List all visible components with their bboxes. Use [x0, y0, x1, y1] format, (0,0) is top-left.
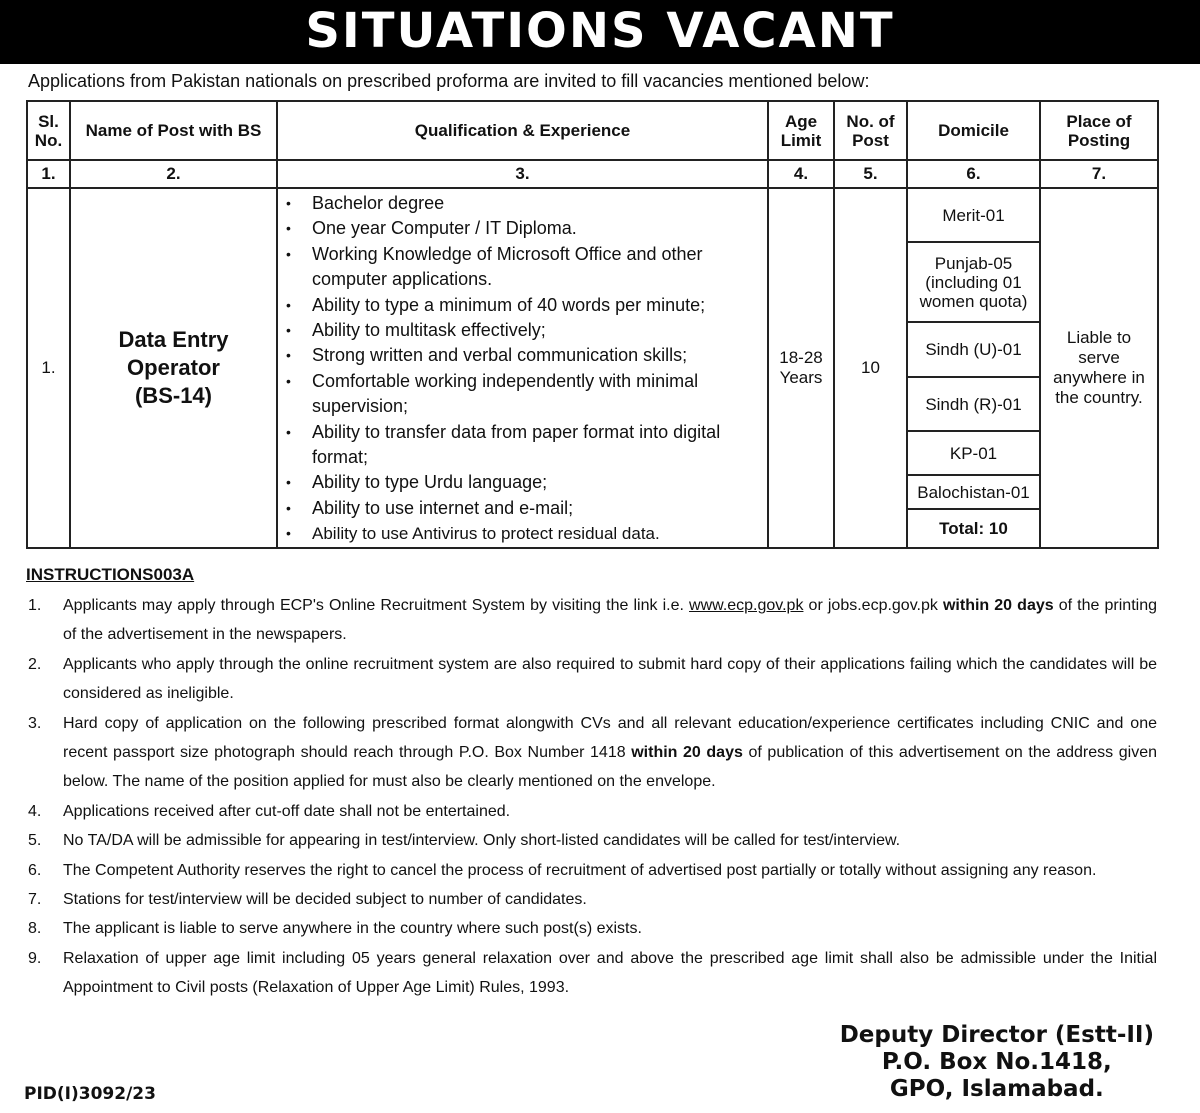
- vacancy-table: [26, 100, 1159, 549]
- list-item: • Ability to multitask effectively;: [286, 318, 761, 343]
- instruction-item: 2. Applicants who apply through the online recruitment system are also required to submit hard copy of their applications failing which the candidates will be considered as ineligible.: [28, 655, 1157, 703]
- column-number: 2.: [70, 160, 277, 188]
- domicile-item: Balochistan-01: [908, 476, 1039, 510]
- place-of-posting: Liable to serve anywhere in the country.: [1040, 188, 1158, 548]
- column-number: 7.: [1040, 160, 1158, 188]
- column-number: 5.: [834, 160, 907, 188]
- column-number: 4.: [768, 160, 834, 188]
- list-item: • Bachelor degree: [286, 191, 761, 216]
- list-item: • Strong written and verbal communication skills;: [286, 343, 761, 368]
- signatory-city: GPO, Islamabad.: [889, 1076, 1104, 1102]
- header-post: Name of Post with BS: [70, 101, 277, 160]
- header-no-of-post: No. of Post: [834, 101, 907, 160]
- column-number: 3.: [277, 160, 768, 188]
- page-title: SITUATIONS VACANT: [0, 0, 1200, 64]
- header-sl-no: Sl. No.: [27, 101, 70, 160]
- column-number: 6.: [907, 160, 1040, 188]
- instruction-item: 9. Relaxation of upper age limit including 05 years general relaxation over and above the prescribed age limit shall also be admissible under the Initial Appointment to Civil posts (Relaxation of Upper Age Limit) Rules, 1993.: [28, 949, 1157, 997]
- list-item: • Comfortable working independently with minimal supervision;: [286, 369, 761, 420]
- domicile-total: Total: 10: [939, 519, 1008, 538]
- ecp-link[interactable]: www.ecp.gov.pk: [689, 597, 804, 614]
- qualification-list: [277, 188, 768, 548]
- list-item: • Ability to use Antivirus to protect residual data.: [286, 521, 761, 546]
- instructions-list: [26, 591, 1157, 1003]
- list-item: • Ability to transfer data from paper format into digital format;: [286, 420, 761, 471]
- list-item: • One year Computer / IT Diploma.: [286, 216, 761, 241]
- instruction-item: 1. Applicants may apply through ECP's Online Recruitment System by visiting the link i.e. www.ecp.gov.pk or jobs.ecp.gov.pk within 20 days of the printing of the advertisement in the newspapers.: [28, 597, 1157, 644]
- domicile-item: Merit-01: [908, 189, 1039, 243]
- intro-text: Applications from Pakistan nationals on prescribed proforma are invited to fill vacancies mentioned below:: [28, 71, 870, 91]
- domicile-item: Sindh (R)-01: [908, 378, 1039, 432]
- instruction-item: 7. Stations for test/interview will be decided subject to number of candidates.: [28, 891, 587, 909]
- list-item: • Ability to use internet and e-mail;: [286, 496, 761, 521]
- column-number-row: [27, 160, 1158, 188]
- domicile-list: [907, 188, 1040, 548]
- instruction-item: 8. The applicant is liable to serve anywhere in the country where such post(s) exists.: [28, 920, 642, 938]
- list-item: • Working Knowledge of Microsoft Office and other computer applications.: [286, 242, 761, 293]
- list-item: • Ability to type Urdu language;: [286, 470, 761, 495]
- header-domicile: Domicile: [907, 101, 1040, 160]
- table-row: [27, 188, 1158, 548]
- post-name: Data Entry Operator (BS-14): [70, 188, 277, 548]
- header-age-limit: Age Limit: [768, 101, 834, 160]
- instructions-heading: INSTRUCTIONS003A: [26, 565, 195, 584]
- signatory-po-box: P.O. Box No.1418,: [881, 1049, 1112, 1075]
- header-place-of-posting: Place of Posting: [1040, 101, 1158, 160]
- signatory-title: Deputy Director (Estt-II): [839, 1022, 1154, 1048]
- instruction-item: 5. No TA/DA will be admissible for appearing in test/interview. Only short-listed candidates will be called for test/interview.: [28, 832, 901, 850]
- table-header-row: [27, 101, 1158, 160]
- domicile-item: Punjab-05 (including 01 women quota): [908, 243, 1039, 323]
- header-qualification: Qualification & Experience: [277, 101, 768, 160]
- signature-block: [840, 1022, 1154, 1103]
- domicile-item: KP-01: [908, 432, 1039, 476]
- pid-number: PID(I)3092/23: [24, 1084, 156, 1104]
- column-number: 1.: [27, 160, 70, 188]
- no-of-post: 10: [834, 188, 907, 548]
- domicile-item: Sindh (U)-01: [908, 323, 1039, 378]
- instruction-item: 4. Applications received after cut-off date shall not be entertained.: [28, 802, 511, 820]
- list-item: • Ability to type a minimum of 40 words per minute;: [286, 293, 761, 318]
- instruction-item: 6. The Competent Authority reserves the right to cancel the process of recruitment of advertised post partially or totally without assigning any reason.: [28, 861, 1097, 879]
- row-sl-no: 1.: [27, 188, 70, 548]
- age-limit: 18-28 Years: [768, 188, 834, 548]
- instruction-item: 3. Hard copy of application on the following prescribed format alongwith CVs and all relevant education/experience certificates including CNIC and one recent passport size photograph should reach through P.O. Box Number 1418 within 20 days of publication of this advertisement on the address given below. The name of the position applied for must also be clearly mentioned on the envelope.: [28, 714, 1158, 791]
